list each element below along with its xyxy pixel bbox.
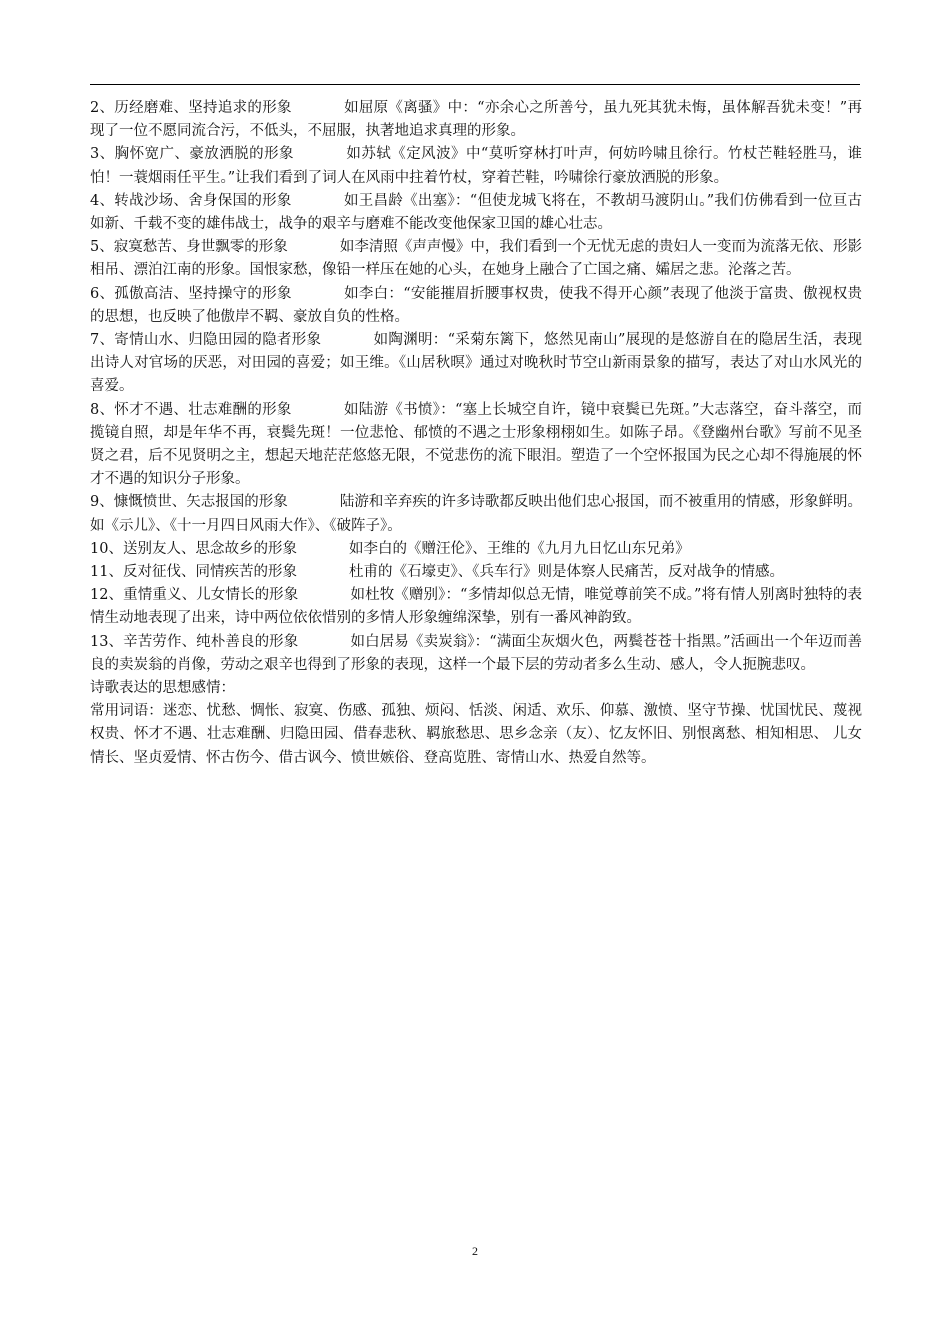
document-body xyxy=(90,97,862,770)
list-item xyxy=(90,283,862,329)
list-item xyxy=(90,190,862,236)
item-text: 如陆游《书愤》：“塞上长城空自许，镜中衰鬓已先斑。”大志落空，奋斗落空，而揽镜自照，却是年华不再，衰鬓先斑！一位悲怆、郁愤的不遇之士形象栩栩如生。如陈子昂。《登幽州台歌》写前不见圣贤之君，后不见贤明之主，想起天地茫茫悠悠无限，不觉悲伤的流下眼泪。塑造了一个空怀报国为民之心却不得施展的怀才不遇的知识分子形象。 xyxy=(90,401,862,488)
item-heading: 6、孤傲高洁、坚持操守的形象 xyxy=(90,285,292,302)
item-text: 如李白的《赠汪伦》、王维的《九月九日忆山东兄弟》 xyxy=(348,540,690,557)
item-heading: 3、胸怀宽广、豪放洒脱的形象 xyxy=(90,146,294,163)
item-heading: 12、重情重义、儿女情长的形象 xyxy=(90,587,299,604)
list-item xyxy=(90,631,862,677)
item-text: 如苏轼《定风波》中“莫听穿林打叶声，何妨吟啸且徐行。竹杖芒鞋轻胜马，谁怕！一蓑烟雨任平生。”让我们看到了词人在风雨中拄着竹杖，穿着芒鞋，吟啸徐行豪放洒脱的形象。 xyxy=(90,146,862,186)
item-heading: 7、寄情山水、归隐田园的隐者形象 xyxy=(90,332,322,349)
list-item xyxy=(90,143,862,189)
item-text: 如杜牧《赠别》：“多情却似总无情，唯觉尊前笑不成。”将有情人别离时独特的表情生动地表现了出来，诗中两位依依惜别的多情人形象缠绵深挚，别有一番风神韵致。 xyxy=(90,587,862,627)
item-text: 如陶渊明：“采菊东篱下，悠然见南山”展现的是悠游自在的隐居生活，表现出诗人对官场的厌恶，对田园的喜爱；如王维。《山居秋暝》通过对晚秋时节空山新雨景象的描写，表达了对山水风光的喜爱。 xyxy=(90,332,862,395)
item-text: 如李白：“安能摧眉折腰事权贵，使我不得开心颜”表现了他淡于富贵、傲视权贵的思想，也反映了他傲岸不羁、豪放自负的性格。 xyxy=(90,285,862,325)
common-words-paragraph: 常用词语：迷恋、忧愁、惆怅、寂寞、伤感、孤独、烦闷、恬淡、闲适、欢乐、仰慕、激愤、坚守节操、忧国忧民、蔑视权贵、怀才不遇、壮志难酬、归隐田园、借春悲秋、羁旅愁思、思乡念亲（友）、忆友怀旧、别恨离愁、相知相思、 儿女情长、坚贞爱情、怀古伤今、借古讽今、愤世嫉俗、登高览胜、寄情山水、热爱自然等。 xyxy=(90,703,862,766)
item-heading: 8、怀才不遇、壮志难酬的形象 xyxy=(90,401,292,418)
item-heading: 11、反对征伐、同情疾苦的形象 xyxy=(90,564,297,581)
page-number: 2 xyxy=(472,1244,478,1258)
list-item xyxy=(90,97,862,143)
header-rule xyxy=(90,84,860,85)
item-heading: 9、慷慨愤世、矢志报国的形象 xyxy=(90,494,288,511)
item-heading: 10、送别友人、思念故乡的形象 xyxy=(90,540,297,557)
item-heading: 4、转战沙场、舍身保国的形象 xyxy=(90,192,292,209)
list-item xyxy=(90,236,862,282)
item-text: 如王昌龄《出塞》：“但使龙城飞将在，不教胡马渡阴山。”我们仿佛看到一位亘古如新、千载不变的雄伟战士，战争的艰辛与磨难不能改变他保家卫国的雄心壮志。 xyxy=(90,192,862,233)
item-heading: 2、历经磨难、坚持追求的形象 xyxy=(90,100,292,116)
item-text: 杜甫的《石壕吏》、《兵车行》则是体察人民痛苦，反对战争的情感。 xyxy=(348,564,784,581)
section-title: 诗歌表达的思想感情： xyxy=(90,680,235,697)
list-item xyxy=(90,329,862,399)
item-text: 如白居易《卖炭翁》：“满面尘灰烟火色，两鬓苍苍十指黑。”活画出一个年迈而善良的卖炭翁的肖像，劳动之艰辛也得到了形象的表现，这样一个最下层的劳动者多么生动、感人，令人扼腕悲叹。 xyxy=(90,633,862,673)
list-item xyxy=(90,491,862,537)
list-item xyxy=(90,538,862,561)
item-text: 陆游和辛弃疾的许多诗歌都反映出他们忠心报国，而不被重用的情感，形象鲜明。如《示儿》、《十一月四日风雨大作》、《破阵子》。 xyxy=(90,494,863,534)
list-item xyxy=(90,584,862,630)
item-heading: 5、寂寞愁苦、身世飘零的形象 xyxy=(90,239,288,256)
item-text: 如李清照《声声慢》中，我们看到一个无忧无虑的贵妇人一变而为流落无依、形影相吊、漂泊江南的形象。国恨家愁，像铅一样压在她的心头，在她身上融合了亡国之痛、孀居之悲。沦落之苦。 xyxy=(90,239,863,279)
list-item xyxy=(90,561,862,584)
list-item xyxy=(90,399,862,492)
item-heading: 13、辛苦劳作、纯朴善良的形象 xyxy=(90,633,299,650)
item-text: 如屈原《离骚》中：“亦余心之所善兮，虽九死其犹未悔，虽体解吾犹未变！”再现了一位不愿同流合污，不低头，不屈服，执著地追求真理的形象。 xyxy=(90,100,862,140)
